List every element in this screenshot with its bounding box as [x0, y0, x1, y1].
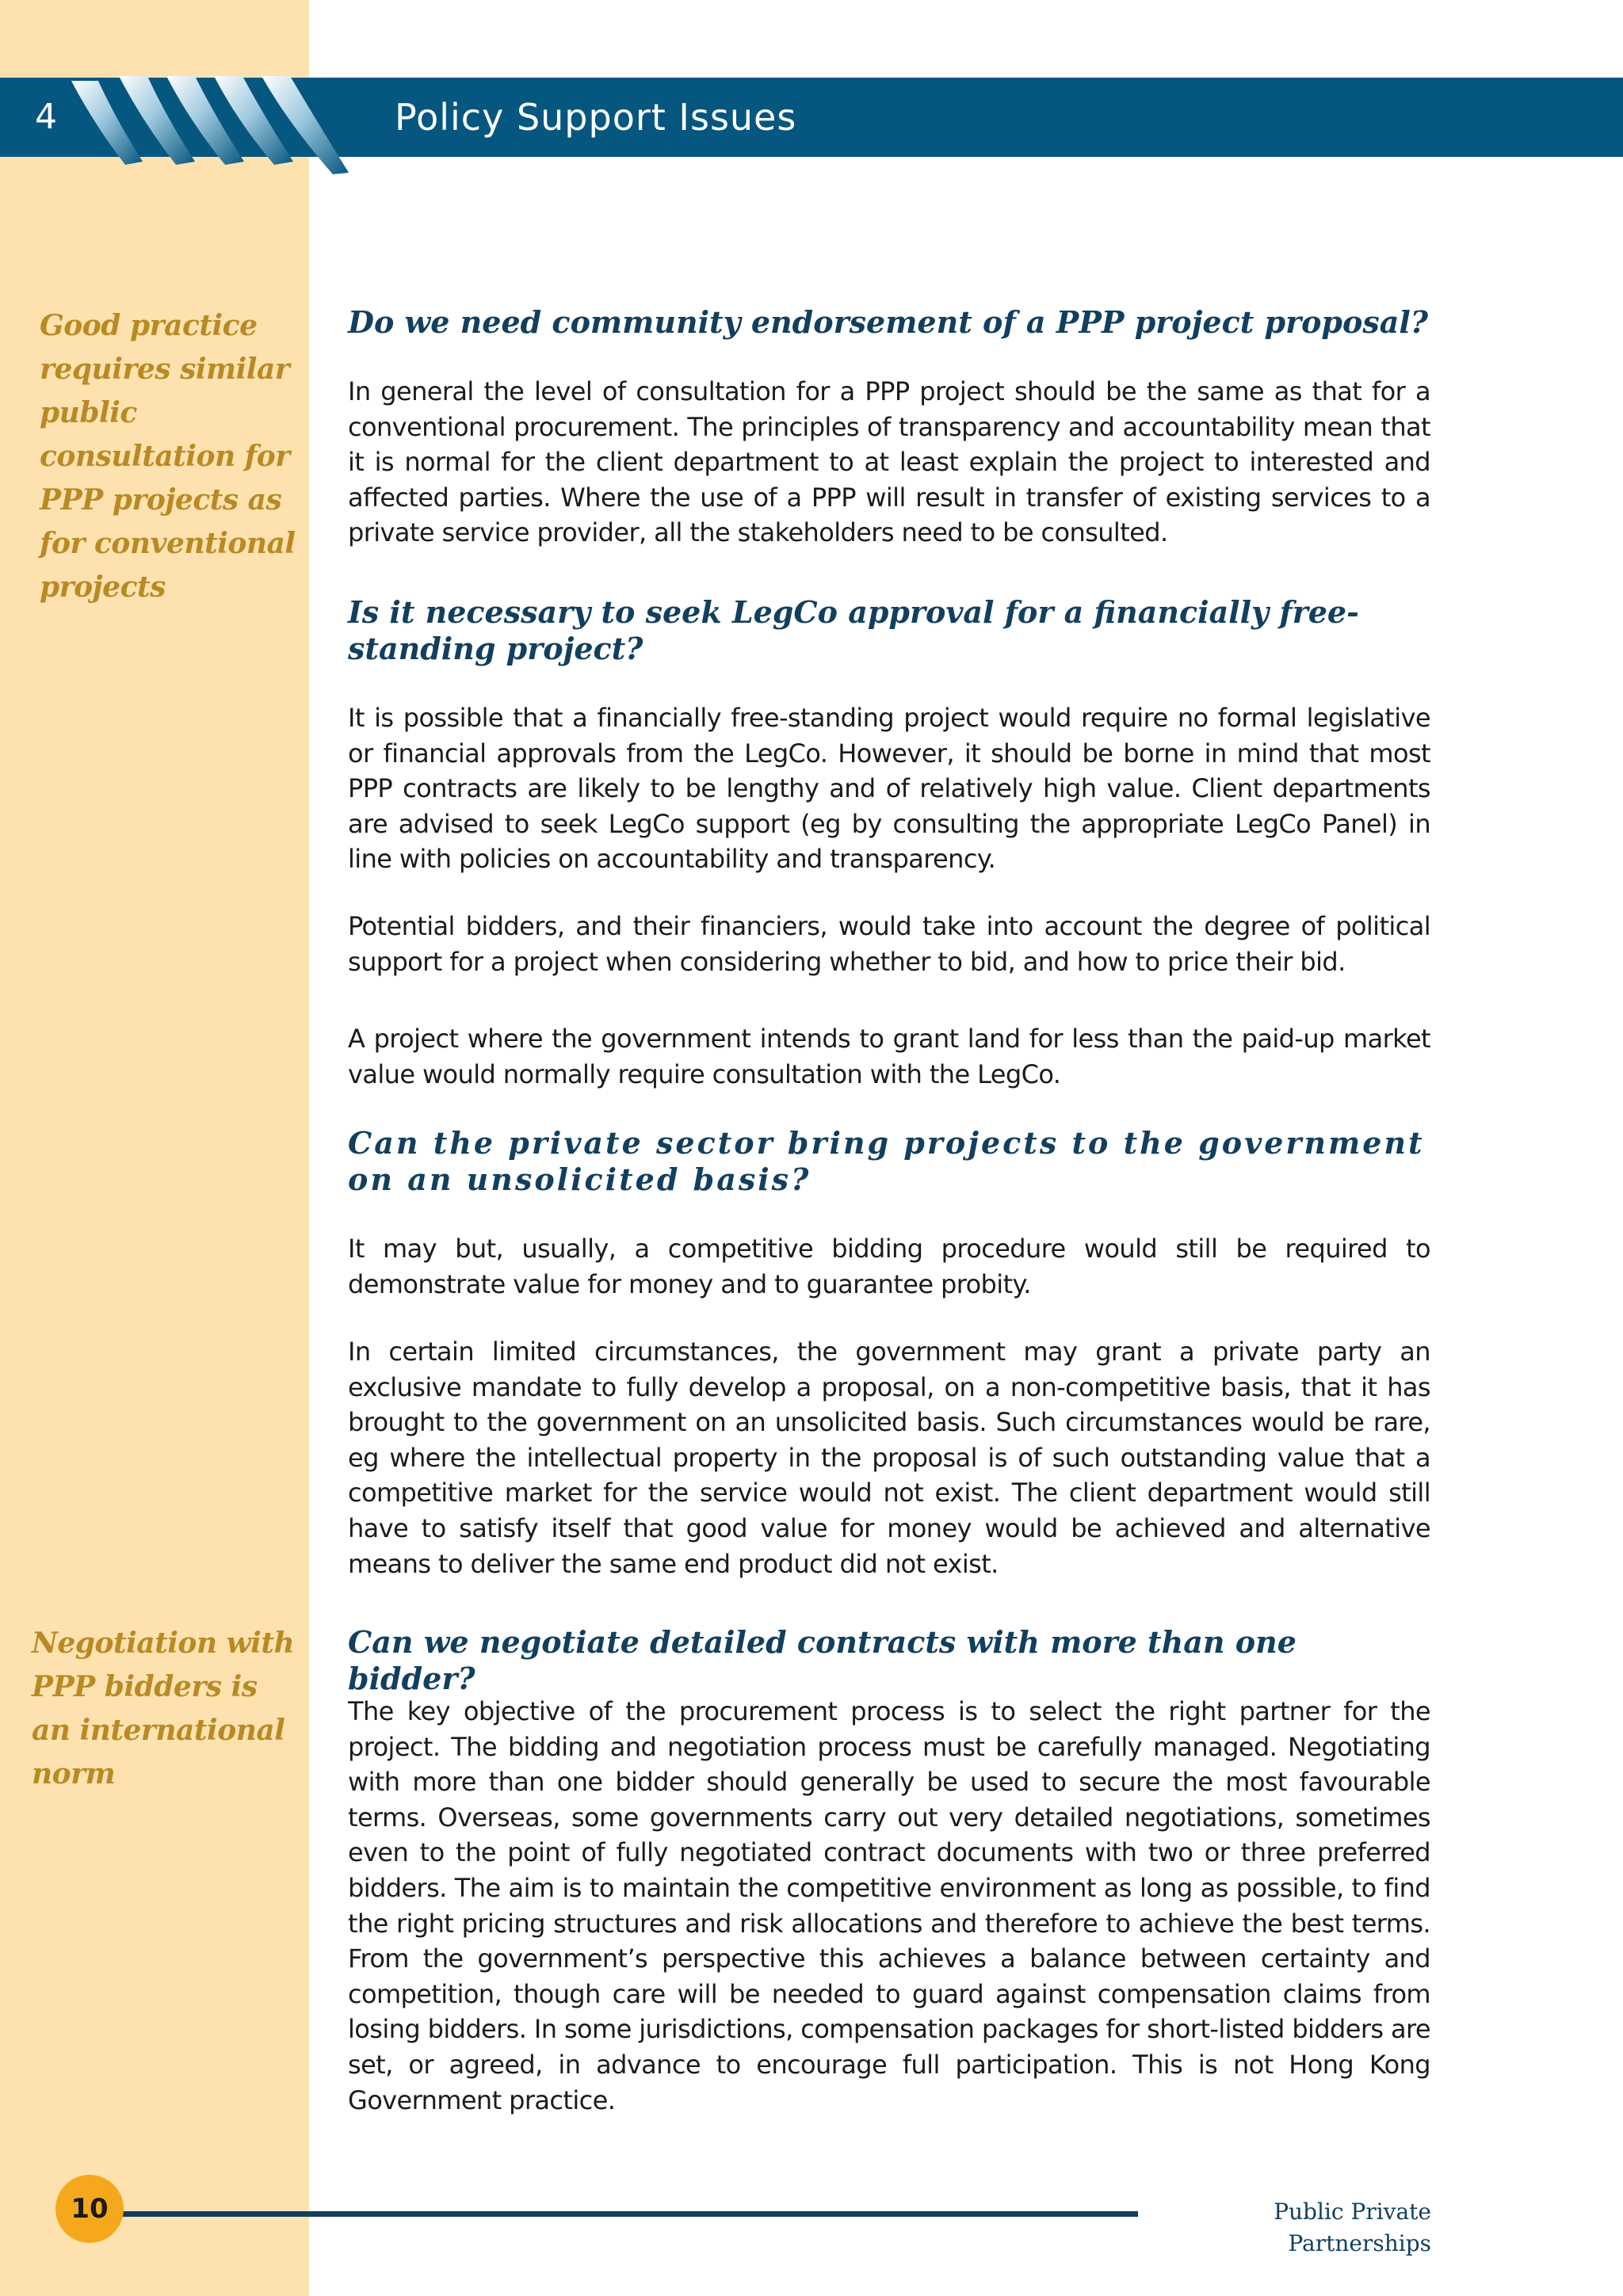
heading-community-endorsement: Do we need community endorsement of a PPP project proposal?: [348, 304, 1429, 340]
paragraph: It is possible that a financially free-standing project would require no formal legislative or financial approvals from the LegCo. However, it should be borne in mind that most PPP contracts are likely to be lengthy and of relatively high value. Client departments are advised to seek LegCo support (eg by consulting the appropriate LegCo Panel) in line with policies on accountability and transparency.: [348, 703, 1430, 875]
heading-unsolicited-projects: Can the private sector bring projects to the government on an unsolicited basis?: [348, 1125, 1425, 1197]
heading-legco-approval: Is it necessary to seek LegCo approval for a financially free-standing project?: [348, 594, 1359, 666]
heading-negotiate-contracts: Can we negotiate detailed contracts with more than one bidder?: [348, 1624, 1296, 1696]
section-title: Policy Support Issues: [395, 96, 797, 139]
header-swoosh-graphic: [63, 73, 365, 176]
paragraph: It may but, usually, a competitive bidding procedure would still be required to demonstrate value for money and to guarantee probity.: [348, 1234, 1430, 1299]
chapter-number: 4: [35, 97, 57, 137]
paragraph: In certain limited circumstances, the government may grant a private party an exclusive mandate to fully develop a proposal, on a non-competitive basis, that it has brought to the government on an unsolicited basis. Such circumstances would be rare, eg where the intellectual property in the proposal is of such outstanding value that a competitive market for the service would not exist. The client department would still have to satisfy itself that good value for money would be achieved and alternative means to deliver the same end product did not exist.: [348, 1337, 1430, 1579]
paragraph: Potential bidders, and their financiers, would take into account the degree of political support for a project when considering whether to bid, and how to price their bid.: [348, 911, 1430, 977]
paragraph: The key objective of the procurement process is to select the right partner for the project. The bidding and negotiation process must be carefully managed. Negotiating with more than one bidder should generally be used to secure the most favourable terms. Overseas, some governments carry out very detailed negotiations, sometimes even to the point of fully negotiated contract documents with two or three preferred bidders. The aim is to maintain the competitive environment as long as possible, to find the right pricing structures and risk allocations and therefore to achieve the best terms. From the government’s perspective this achieves a balance between certainty and competition, though care will be needed to guard against compensation claims from losing bidders. In some jurisdictions, compensation packages for short-listed bidders are set, or agreed, in advance to encourage full participation. This is not Hong Kong Government practice.: [348, 1696, 1430, 2115]
margin-note-negotiation: Negotiation with PPP bidders is an international norm: [32, 1627, 295, 1791]
paragraph: In general the level of consultation for a PPP project should be the same as that for a conventional procurement. The principles of transparency and accountability mean that it is normal for the client department to at least explain the project to interested and affected parties. Where the use of a PPP will result in transfer of existing services to a private service provider, all the stakeholders need to be consulted.: [348, 376, 1430, 548]
margin-note-consultation: Good practice requires similar public consultation for PPP projects as for conventional projects: [40, 309, 296, 604]
paragraph: A project where the government intends to grant land for less than the paid-up market value would normally require consultation with the LegCo.: [348, 1024, 1430, 1089]
footer-rule: [119, 2211, 1138, 2217]
page-number-badge: 10: [55, 2175, 124, 2243]
footer-publication-title: Public Private Partnerships: [1274, 2199, 1431, 2256]
